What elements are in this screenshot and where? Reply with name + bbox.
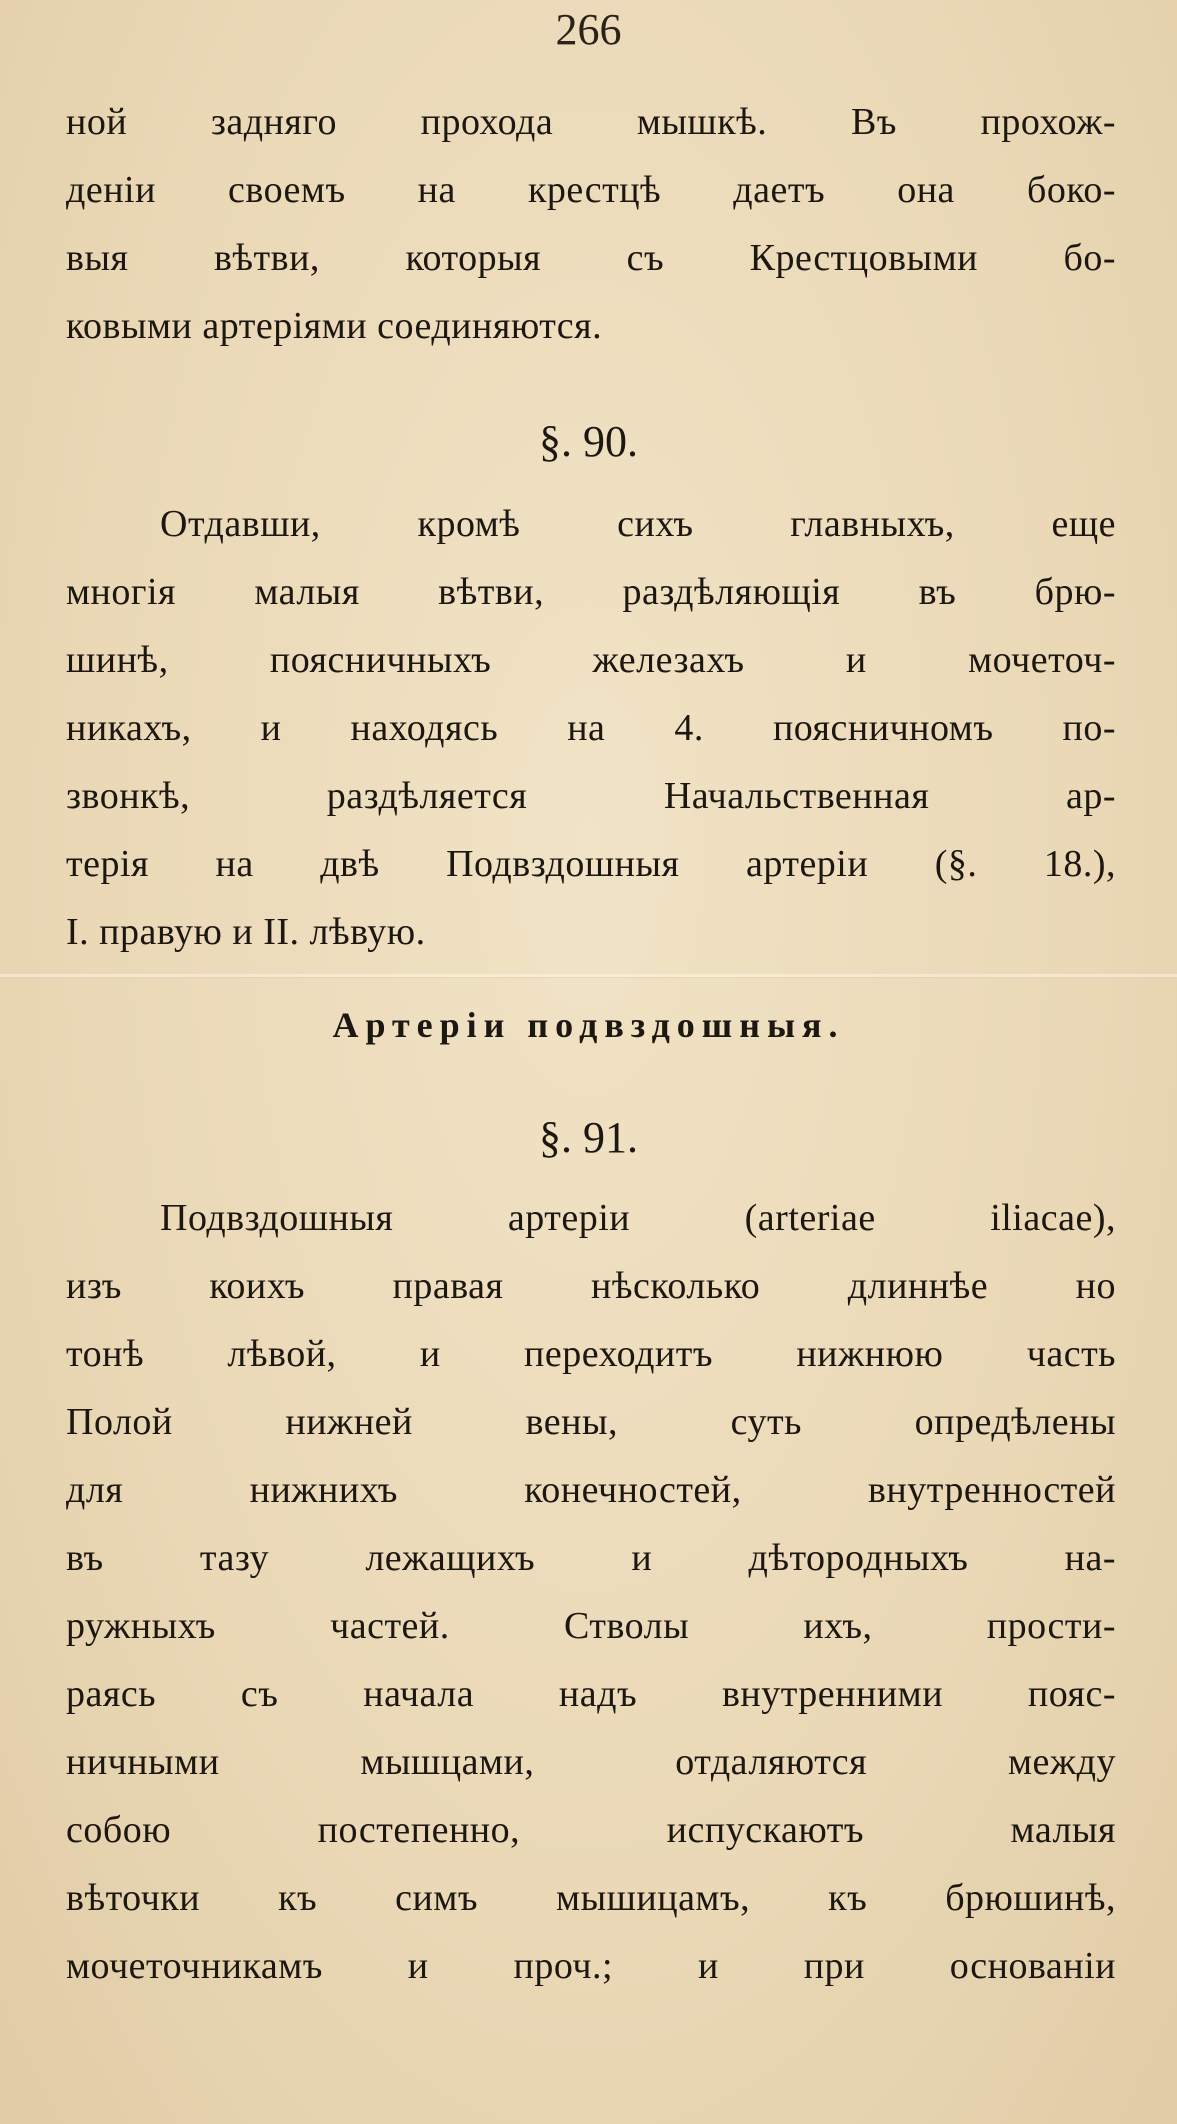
- page-number: 266: [555, 5, 622, 54]
- text-line: I. правую и II. лѣвую.: [66, 911, 426, 953]
- section-heading: Артеріи подвздошныя.: [332, 1005, 845, 1045]
- text-line: Полой нижней вены, суть опредѣлены: [66, 1401, 1116, 1443]
- text-line: изъ коихъ правая нѣсколько длиннѣе но: [66, 1265, 1116, 1307]
- text-line: Подвздошныя артеріи (arteriae iliacae),: [160, 1197, 1116, 1239]
- text-line: ружныхъ частей. Стволы ихъ, прости-: [66, 1605, 1116, 1647]
- section-number: §. 90.: [539, 417, 638, 466]
- text-line: шинѣ, поясничныхъ железахъ и мочеточ-: [66, 639, 1116, 681]
- text-line: ковыми артеріями соединяются.: [66, 305, 603, 347]
- text-line: никахъ, и находясь на 4. поясничномъ по-: [66, 707, 1116, 749]
- text-line: Отдавши, кромѣ сихъ главныхъ, еще: [160, 503, 1116, 545]
- text-line: многія малыя вѣтви, раздѣляющія въ брю-: [66, 571, 1116, 613]
- text-line: ной задняго прохода мышкѣ. Въ прохож-: [66, 101, 1116, 143]
- text-line: терія на двѣ Подвздошныя артеріи (§. 18.),: [66, 843, 1116, 885]
- text-line: выя вѣтви, которыя съ Крестцовыми бо-: [66, 237, 1116, 279]
- text-line: звонкѣ, раздѣляется Начальственная ар-: [66, 775, 1116, 817]
- text-line: ничными мышцами, отдаляются между: [66, 1741, 1116, 1783]
- text-line: раясь съ начала надъ внутренними пояс-: [66, 1673, 1116, 1715]
- text-line: деніи своемъ на крестцѣ даетъ она боко-: [66, 169, 1116, 211]
- page-fold-divider: [0, 974, 1177, 978]
- text-line: собою постепенно, испускаютъ малыя: [66, 1809, 1116, 1851]
- text-line: тонѣ лѣвой, и переходитъ нижнюю часть: [66, 1333, 1116, 1375]
- text-line: мочеточникамъ и проч.; и при основаніи: [66, 1945, 1116, 1987]
- text-line: въ тазу лежащихъ и дѣтородныхъ на-: [66, 1537, 1116, 1579]
- section-number: §. 91.: [539, 1113, 638, 1162]
- text-line: для нижнихъ конечностей, внутренностей: [66, 1469, 1116, 1511]
- text-line: вѣточки къ симъ мышицамъ, къ брюшинѣ,: [66, 1877, 1116, 1919]
